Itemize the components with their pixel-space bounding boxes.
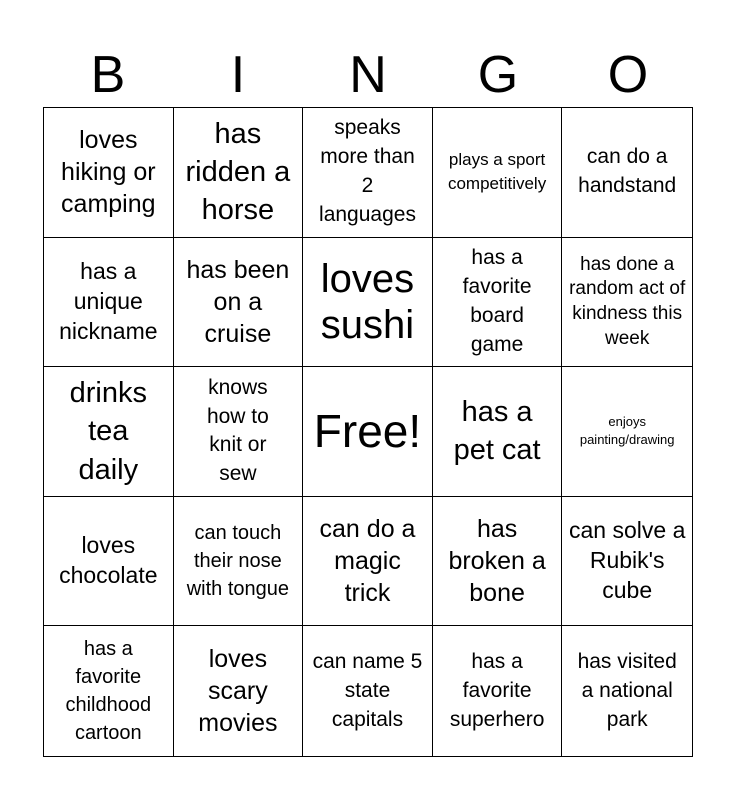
bingo-cell[interactable]: [562, 497, 692, 627]
cell-text: can solve a Rubik's cube: [569, 517, 686, 604]
bingo-cell[interactable]: [303, 108, 433, 238]
bingo-cell[interactable]: [562, 367, 692, 497]
header-letter-i: I: [230, 46, 246, 104]
bingo-board: [43, 107, 693, 757]
cell-text: speaks more than 2 languages: [319, 116, 416, 227]
cell-text: can do a handstand: [578, 145, 677, 198]
bingo-cell[interactable]: [174, 108, 304, 238]
cell-text: has visited a national park: [577, 649, 677, 731]
cell-text: can do a magic trick: [319, 515, 416, 608]
cell-text: has a favorite superhero: [449, 649, 545, 731]
bingo-cell[interactable]: [433, 238, 563, 368]
bingo-cell[interactable]: [174, 626, 304, 756]
bingo-cell[interactable]: [433, 497, 563, 627]
cell-text: enjoys painting/drawing: [579, 414, 675, 448]
cell-text: loves scary movies: [198, 645, 278, 738]
bingo-cell[interactable]: [303, 238, 433, 368]
bingo-cell[interactable]: [562, 626, 692, 756]
cell-text: loves chocolate: [59, 532, 158, 589]
bingo-cell[interactable]: [174, 238, 304, 368]
cell-text: has a pet cat: [453, 396, 541, 467]
cell-text: has ridden a horse: [185, 117, 291, 227]
header-letter-o: O: [607, 46, 649, 104]
cell-text: has done a random act of kindness this week: [569, 253, 686, 349]
bingo-cell[interactable]: [303, 367, 433, 497]
bingo-cell[interactable]: [433, 626, 563, 756]
bingo-cell[interactable]: [562, 108, 692, 238]
cell-text: plays a sport competitively: [447, 150, 547, 194]
cell-text: has a favorite childhood cartoon: [65, 638, 152, 745]
cell-text: loves sushi: [320, 256, 415, 347]
cell-text: can name 5 state capitals: [312, 649, 423, 731]
bingo-cell[interactable]: [562, 238, 692, 368]
cell-text: loves hiking or camping: [61, 126, 156, 219]
cell-text: knows how to knit or sew: [206, 375, 269, 486]
bingo-cell[interactable]: [174, 497, 304, 627]
bingo-cell[interactable]: [174, 367, 304, 497]
header-letter-n: N: [349, 46, 387, 104]
bingo-cell[interactable]: [44, 367, 174, 497]
bingo-cell[interactable]: [44, 108, 174, 238]
bingo-cell[interactable]: [44, 238, 174, 368]
cell-text: has been on a cruise: [186, 255, 290, 348]
cell-text: has a unique nickname: [59, 258, 158, 344]
cell-text-free: Free!: [313, 405, 422, 458]
cell-text: has broken a bone: [448, 515, 546, 608]
cell-text: drinks tea daily: [69, 377, 147, 486]
bingo-cell[interactable]: [433, 367, 563, 497]
bingo-cell[interactable]: [44, 626, 174, 756]
bingo-cell[interactable]: [44, 497, 174, 627]
bingo-header: [43, 44, 693, 106]
header-letter-b: B: [90, 46, 126, 104]
header-letter-g: G: [477, 46, 519, 104]
bingo-cell[interactable]: [303, 497, 433, 627]
bingo-cell[interactable]: [303, 626, 433, 756]
cell-text: has a favorite board game: [462, 245, 532, 356]
cell-text: can touch their nose with tongue: [186, 522, 290, 601]
bingo-cell[interactable]: [433, 108, 563, 238]
